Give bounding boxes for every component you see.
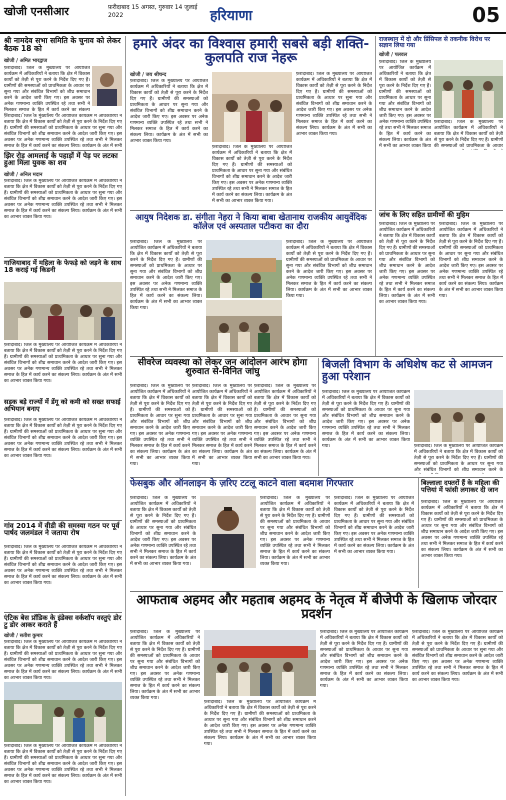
byline: खोजी / अनिल मदान [4,172,43,178]
article-body: फ़रीदाबाद। जिले के मुख्यालय पर आयोजित कार्यक्रम में अधिकारियों ने बताया कि क्षेत्र में विकास कार्यों को तेज़ी से पूरा करने के निर्देश दिए गए हैं। ग्रामीणों की समस्याओं को प्राथमिकता के आधार पर सुना गया और संबंधित विभागों को शीघ्र समाधान करने के आदेश जारी किए गए। इस अवसर पर अनेक गणमान्य व्यक्ति उपस्थित रहे तथा सभी ने मिलकर समाज के हित में कार्य करने का संकल्प लिया। कार्यक्रम के अंत में सभी का आभार व्यक्त किया गया। [4,179,122,220]
column-divider [318,358,319,476]
article-headline: राजस्थान में दो और प्रिंसिपल से तकनीक विरोध पर सज्ञान लिया गया [379,36,491,50]
byline: खोजी / पलवल [379,52,408,58]
event-photo [212,72,292,142]
article-body: फ़रीदाबाद। जिले के मुख्यालय पर आयोजित कार्यक्रम में अधिकारियों ने बताया कि क्षेत्र में विकास कार्यों को तेज़ी से पूरा करने के निर्देश दिए गए हैं। ग्रामीणों की समस्याओं को प्राथमिकता के आधार पर सुना गया और संबंधित विभागों को शीघ्र समाधान करने के आदेश जारी किए गए। इस अवसर पर अनेक गणमान्य व्यक्ति उपस्थित रहे तथा सभी ने मिलकर समाज के हित में कार्य करने का संकल्प लिया। कार्यक्रम के अंत में सभी का आभार व्यक्त किया गया। [204,700,316,747]
divider [130,210,372,211]
divider [130,591,503,592]
article-body: फ़रीदाबाद। जिले के मुख्यालय पर आयोजित कार्यक्रम में अधिकारियों ने बताया कि क्षेत्र में विकास कार्यों को तेज़ी से पूरा करने के निर्देश दिए गए हैं। ग्रामीणों की समस्याओं को प्राथमिकता के आधार पर सुना गया और संबंधित विभागों को शीघ्र समाधान करने के [414,444,503,473]
article-body: फ़रीदाबाद। जिले के मुख्यालय पर आयोजित कार्यक्रम में अधिकारियों ने बताया कि क्षेत्र में विकास कार्यों को तेज़ी से पूरा करने के निर्देश दिए गए हैं। ग्रामीणों की समस्याओं को प्राथमिकता के आधार पर सुना गया और संबंधित विभागों को शीघ्र समाधान करने के आदेश जारी किए गए। इस अवसर पर अनेक गणमान्य व्यक्ति उपस्थित रहे तथा सभी ने मिलकर समाज के हित में कार्य करने का संकल्प लिया। कार्यक्रम के अंत में सभी का आभार व्यक्त किया गया। [130,496,196,567]
accused-photo [200,496,256,568]
article-body: फ़रीदाबाद। जिले के मुख्यालय पर आयोजित कार्यक्रम में अधिकारियों ने बताया कि क्षेत्र में विकास कार्यों को तेज़ी से पूरा करने के निर्देश दिए गए हैं। ग्रामीणों की समस्याओं को प्राथमिकता के आधार पर सुना गया और संबंधित विभागों को शीघ्र समाधान करने के आदेश जारी किए गए। इस अवसर पर अनेक गणमान्य व्यक्ति उपस्थित रहे तथा सभी ने मिलकर समाज के हित में कार्य करने का संकल्प लिया। कार्यक्रम के अंत में सभी का आभार व्यक्त किया गया। [192,384,252,467]
bijli-headline: बिजली विभाग के अधिशेष कट से आमजन हुआ परेशान [322,358,493,383]
article-headline: सड़क बड़े राज्यों में डेंगू को कमी को सख्त सफाई अभियान बनाए [4,398,121,413]
article-body: फ़रीदाबाद। जिले के मुख्यालय पर आयोजित कार्यक्रम में अधिकारियों ने बताया कि क्षेत्र में विकास कार्यों को तेज़ी से पूरा करने के निर्देश दिए गए हैं। ग्रामीणों की समस्याओं को प्राथमिकता के आधार पर सुना गया और संबंधित विभागों को शीघ्र समाधान करने के आदेश जारी किए गए। इस अवसर पर अनेक गणमान्य व्यक्ति उपस्थित रहे तथा सभी ने मिलकर समाज के हित में कार्य करने का संकल्प लिया। कार्यक्रम के अंत में सभी का आभार व्यक्त किया गया। [4,640,122,680]
main-headline: हमारे अंदर का विश्वास हमारी सबसे बड़ी शक्ति-कुलपति राज नेहरू [132,36,370,67]
article-headline: जांच के लिए सहित ग्रामीणों की मुहिम [379,211,470,219]
column-divider [375,36,376,356]
article-body: फ़रीदाबाद। जिले के मुख्यालय पर आयोजित कार्यक्रम में अधिकारियों ने बताया कि क्षेत्र में विकास कार्यों को तेज़ी से पूरा करने के निर्देश दिए गए हैं। ग्रामीणों की समस्याओं को प्राथमिकता के आधार पर सुना गया और संबंधित विभागों को शीघ्र समाधान करने के आदेश जारी किए गए। इस अवसर पर अनेक गणमान्य व्यक्ति उपस्थित रहे तथा सभी ने मिलकर समाज के हित में कार्य करने का संकल्प लिया। कार्यक्रम के अंत में सभी का आभार व्यक्त किया गया। [439,222,503,299]
article-body: फ़रीदाबाद। जिले के मुख्यालय पर आयोजित कार्यक्रम में अधिकारियों ने बताया कि क्षेत्र में विकास कार्यों को तेज़ी से पूरा करने के निर्देश दिए गए हैं। ग्रामीणों की समस्याओं को प्राथमिकता के आधार [434,120,503,149]
article-headline: गाजियाबाद में महिला के फेफड़े को जड़ने के साथ 18 कराई गई किडनी [4,259,122,274]
article-body: फ़रीदाबाद। जिले के मुख्यालय पर आयोजित कार्यक्रम में अधिकारियों ने बताया कि क्षेत्र में विकास कार्यों को तेज़ी से पूरा करने के निर्देश दिए गए हैं। ग्रामीणों की समस्याओं को प्राथमिकता के आधार पर सुना गया और संबंधित विभागों को शीघ्र समाधान करने के आदेश जारी किए गए। इस अवसर पर अनेक गणमान्य व्यक्ति उपस्थित रहे तथा सभी ने मिलकर समाज के हित में कार्य करने का संकल्प लिया। कार्यक्रम के अंत में सभी का आभार व्यक्त किया गया। [379,222,435,305]
article-body: फ़रीदाबाद। जिले के मुख्यालय पर आयोजित कार्यक्रम में अधिकारियों ने बताया कि क्षेत्र में विकास कार्यों को तेज़ी से पूरा करने के निर्देश दिए गए हैं। ग्रामीणों की समस्याओं को प्राथमिकता के आधार पर सुना गया और संबंधित विभागों को शीघ्र समाधान करने के आदेश जारी किए गए। इस अवसर पर अनेक गणमान्य व्यक्ति उपस्थित रहे तथा सभी ने मिलकर समाज के हित में कार्य करने का संकल्प लिया। कार्यक्रम के अंत में सभी का आभार व्यक्त किया गया। [4,418,122,459]
divider [4,520,122,521]
portrait-photo [92,66,122,106]
article-body: फ़रीदाबाद। जिले के मुख्यालय पर आयोजित कार्यक्रम में अधिकारियों ने बताया कि क्षेत्र में विकास कार्यों को तेज़ी से पूरा करने के निर्देश दिए गए हैं। ग्रामीणों की समस्याओं को प्राथमिकता के आधार पर सुना गया और संबंधित विभागों को शीघ्र समाधान करने के आदेश जारी किए गए। इस अवसर पर अनेक गणमान्य व्यक्ति उपस्थित रहे तथा सभी ने मिलकर समाज के हित में कार्य करने का संकल्प लिया। कार्यक्रम के अंत में सभी का आभार व्यक्त किया गया। [130,630,200,701]
article-body: फ़रीदाबाद। जिले के मुख्यालय पर आयोजित कार्यक्रम में अधिकारियों ने बताया कि क्षेत्र में विकास कार्यों को तेज़ी से पूरा करने के निर्देश दिए गए हैं। ग्रामीणों की समस्याओं को प्राथमिकता के आधार पर सुना गया और संबंधित विभागों को शीघ्र समाधान करने के आदेश जारी किए गए। इस अवसर पर अनेक गणमान्य व्यक्ति उपस्थित रहे तथा सभी ने मिलकर समाज के हित में कार्य करने का संकल्प लिया। कार्यक्रम के अंत में सभी का आभार व्यक्त किया गया। [322,390,410,449]
electricity-photo [414,390,503,442]
article-body: फ़रीदाबाद। जिले के मुख्यालय पर आयोजित कार्यक्रम में अधिकारियों ने बताया कि क्षेत्र में विकास कार्यों को तेज़ी से पूरा करने के निर्देश दिए गए हैं। ग्रामीणों की समस्याओं को प्राथमिकता के आधार पर सुना गया और संबंधित विभागों को शीघ्र समाधान करने के आदेश जारी किए गए। इस अवसर पर अनेक गणमान्य व्यक्ति उपस्थित रहे तथा सभी ने मिलकर समाज के हित में कार्य करने का संकल्प लिया। कार्यक्रम के अंत में सभी का आभार व्यक्त किया गया। [286,240,372,299]
byline: खोजी / अमित भारद्वाज [4,58,48,64]
byline: खोजी / सतीश कुमार [4,633,43,639]
event-photo [434,60,503,118]
article-body: फ़रीदाबाद। जिले के मुख्यालय पर आयोजित कार्यक्रम में अधिकारियों ने बताया कि क्षेत्र में विकास कार्यों को तेज़ी से पूरा करने के निर्देश दिए गए हैं। ग्रामीणों की समस्याओं को प्राथमिकता के आधार पर सुना गया और संबंधित विभागों को शीघ्र समाधान करने के आदेश जारी किए गए। इस अवसर पर अनेक गणमान्य व्यक्ति उपस्थित रहे तथा सभी ने मिलकर समाज के हित में कार्य करने का संकल्प लिया। कार्यक्रम के अंत में सभी का आभार व्यक्त किया गया। [130,384,190,467]
article-body: फ़रीदाबाद। जिले के मुख्यालय पर आयोजित कार्यक्रम में अधिकारियों ने बताया कि क्षेत्र में विकास कार्यों को तेज़ी से पूरा करने के निर्देश दिए गए हैं। ग्रामीणों की समस्याओं को प्राथमिकता के आधार पर सुना गया और संबंधित विभागों को शीघ्र समाधान करने के आदेश जारी किए गए। इस अवसर पर अनेक गणमान्य व्यक्ति उपस्थित रहे तथा सभी ने मिलकर समाज के हित में कार्य करने का संकल्प लिया। कार्यक्रम के अंत में सभी का आभार व्यक्त किया गया। [4,343,122,384]
ayush-headline: आयुष निदेशक डा. संगीता नेहरा ने किया बाबा खेतानाथ राजकीय आयुर्वेदिक कॉलेज एवं अस्पताल पटीकरा का दौरा [135,212,367,231]
masthead [0,0,506,34]
date-line: फ़रीदाबाद 15 अगस्त, गुरुवार 14 जुलाई 2022 [108,4,198,19]
article-body: फ़रीदाबाद। जिले के मुख्यालय पर आयोजित कार्यक्रम में अधिकारियों ने बताया कि क्षेत्र में विकास कार्यों को तेज़ी से पूरा करने के निर्देश दिए गए हैं। ग्रामीणों की समस्याओं को प्राथमिकता के आधार पर सुना गया और संबंधित विभागों को शीघ्र समाधान करने के आदेश जारी किए गए। इस अवसर पर अनेक गणमान्य व्यक्ति उपस्थित रहे तथा सभी ने मिलकर समाज के हित में कार्य करने का संकल्प लिया। कार्यक्रम के अंत में सभी का आभार व्यक्त किया गया। [130,79,208,144]
divider [4,150,122,151]
article-headline: बिल्लाला दफ्तरों हैं के महिला की पत्तियां में फांसी लगाकर दी जान [421,479,500,494]
article-body: फ़रीदाबाद। जिले के मुख्यालय पर आयोजित कार्यक्रम में अधिकारियों ने बताया कि क्षेत्र में विकास कार्यों को तेज़ी से पूरा करने के निर्देश दिए गए हैं। ग्रामीणों की समस्याओं को प्राथमिकता के आधार पर सुना गया और संबंधित विभागों को शीघ्र समाधान करने के आदेश जारी किए गए। इस अवसर पर अनेक गणमान्य व्यक्ति उपस्थित रहे तथा सभी ने मिलकर समाज के हित में कार्य करने का संकल्प लिया। कार्यक्रम के अंत में सभी का आभार व्यक्त किया गया। [254,384,316,461]
byline: खोजी / जय श्रीचन्द [130,72,167,78]
article-body: फ़रीदाबाद। जिले के मुख्यालय पर आयोजित कार्यक्रम में अधिकारियों ने बताया कि क्षेत्र में विकास कार्यों को तेज़ी से पूरा करने के निर्देश दिए गए हैं। ग्रामीणों की समस्याओं को प्राथमिकता के आधार पर सुना गया और संबंधित विभागों को शीघ्र समाधान करने के आदेश जारी किए गए। इस अवसर पर अनेक गणमान्य व्यक्ति उपस्थित रहे तथा सभी ने मिलकर समाज के हित में कार्य करने का संकल्प लिया। कार्यक्रम के अंत में सभी का आभार व्यक्त किया गया। [4,545,122,586]
article-body: फ़रीदाबाद। जिले के मुख्यालय पर आयोजित कार्यक्रम में अधिकारियों ने बताया कि क्षेत्र में विकास कार्यों को तेज़ी से पूरा करने के निर्देश दिए गए हैं। ग्रामीणों की समस्याओं को प्राथमिकता के आधार पर सुना गया और संबंधित विभागों को शीघ्र समाधान करने के आदेश जारी किए गए। इस अवसर पर अनेक गणमान्य व्यक्ति उपस्थित रहे तथा सभी ने मिलकर समाज के हित में कार्य करने का संकल्प लिया। कार्यक्रम के अंत में सभी का आभार व्यक्त किया [379,60,431,149]
bottom-headline: आफताब अहमद और महताब अहमद के नेतृत्व में बीजेपी के खिलाफ जोरदार प्रदर्शन [136,593,497,622]
article-headline: एंटिक बेस प्रॉडिक के इंडेक्स वर्कशॉप वस्तुएं डोर टु डोर आकर कराते हैं [4,614,122,630]
college-photo [206,300,282,352]
article-headline: श्री नामदेव सभा समिति के चुनाव को लेकर बैठक 18 को [4,36,121,53]
fb-headline: फेसबुक और ऑनलाइन के ज़रिए टटलू काटने वाला बदमाश गिरफ्तार [130,479,354,489]
college-photo [206,240,282,298]
news-photo [4,282,122,340]
article-body: फ़रीदाबाद। जिले के मुख्यालय पर आयोजित कार्यक्रम में अधिकारियों ने बताया कि क्षेत्र में विकास कार्यों को तेज़ी से पूरा करने के निर्देश दिए गए हैं। ग्रामीणों की समस्याओं को प्राथमिकता के आधार पर सुना गया और संबंधित विभागों को शीघ्र समाधान करने के आदेश जारी किए गए। इस अवसर पर अनेक गणमान्य व्यक्ति उपस्थित रहे तथा सभी ने मिलकर समाज के हित में कार्य करने का संकल्प [4,66,90,113]
article-body: फ़रीदाबाद। जिले के मुख्यालय पर आयोजित कार्यक्रम में अधिकारियों ने बताया कि क्षेत्र में विकास कार्यों को तेज़ी से पूरा करने के निर्देश दिए गए हैं। ग्रामीणों की समस्याओं को प्राथमिकता के आधार पर सुना गया और संबंधित विभागों को शीघ्र समाधान करने के आदेश जारी किए गए। इस अवसर पर अनेक गणमान्य व्यक्ति उपस्थित रहे तथा सभी ने मिलकर समाज के हित में कार्य करने का संकल्प लिया। कार्यक्रम के अंत में सभी का आभार व्यक्त किया गया। [4,744,122,785]
article-body: फ़रीदाबाद। जिले के मुख्यालय पर आयोजित कार्यक्रम में अधिकारियों ने बताया कि क्षेत्र में विकास कार्यों को तेज़ी से पूरा करने के निर्देश दिए गए हैं। ग्रामीणों की समस्याओं को प्राथमिकता के आधार पर सुना गया और संबंधित विभागों को शीघ्र समाधान करने के आदेश जारी किए गए। इस अवसर पर अनेक गणमान्य व्यक्ति उपस्थित रहे तथा सभी ने मिलकर समाज के हित में कार्य करने का संकल्प लिया। कार्यक्रम के अंत में सभी का आभार व्यक्त किया गया। [320,630,408,689]
article-body: फ़रीदाबाद। जिले के मुख्यालय पर आयोजित कार्यक्रम में अधिकारियों ने बताया कि क्षेत्र में विकास कार्यों को तेज़ी से पूरा करने के निर्देश दिए गए हैं। ग्रामीणों की समस्याओं को प्राथमिकता के आधार पर सुना गया और संबंधित विभागों को शीघ्र समाधान करने के आदेश जारी किए गए। इस अवसर पर अनेक गणमान्य व्यक्ति उपस्थित रहे तथा सभी ने मिलकर समाज के हित में कार्य करने का संकल्प लिया। कार्यक्रम के अंत में सभी का आभार व्यक्त किया गया। [412,630,503,683]
paper-name: खोजी एनसीआर [4,5,69,18]
sewer-headline: सीवरेज व्यवस्था को लेकर जन आंदोलन आरंभ होगा शुरुवात से-विनित जांघु [137,358,308,378]
article-body: फ़रीदाबाद। जिले के मुख्यालय पर आयोजित कार्यक्रम में अधिकारियों ने बताया कि क्षेत्र में विकास कार्यों को तेज़ी से पूरा करने के निर्देश दिए गए हैं। ग्रामीणों की समस्याओं को प्राथमिकता के आधार पर सुना गया और संबंधित विभागों को शीघ्र समाधान करने के आदेश जारी किए गए। इस अवसर पर अनेक गणमान्य व्यक्ति उपस्थित रहे तथा सभी ने मिलकर समाज के हित में कार्य करने का संकल्प लिया। कार्यक्रम के अंत में सभी का आभार व्यक्त किया गया। [130,240,202,311]
divider [4,257,122,258]
divider [130,356,503,357]
article-body: फ़रीदाबाद। जिले के मुख्यालय पर आयोजित कार्यक्रम में अधिकारियों ने बताया कि क्षेत्र में विकास कार्यों को तेज़ी से पूरा करने के निर्देश दिए गए हैं। ग्रामीणों की समस्याओं को प्राथमिकता के आधार पर सुना गया और संबंधित विभागों को शीघ्र समाधान करने के आदेश जारी किए गए। इस अवसर पर अनेक गणमान्य व्यक्ति उपस्थित रहे तथा सभी ने मिलकर समाज के हित में कार्य करने का संकल्प लिया। कार्यक्रम के अंत में सभी का आभार व्यक्त किया गया। [334,496,414,555]
article-headline: गांव 2014 में वीडी की समस्या गठन पर पूर्व पार्षद जलमंडल ने जताया रोष [4,522,120,538]
article-body: फ़रीदाबाद। जिले के मुख्यालय पर आयोजित कार्यक्रम में अधिकारियों ने बताया कि क्षेत्र में विकास कार्यों को तेज़ी से पूरा करने के निर्देश दिए गए हैं। ग्रामीणों की समस्याओं को प्राथमिकता के आधार पर सुना गया और संबंधित विभागों को शीघ्र समाधान करने के आदेश जारी किए गए। इस अवसर पर अनेक गणमान्य व्यक्ति उपस्थित रहे तथा सभी ने मिलकर समाज के हित में कार्य करने का संकल्प लिया। कार्यक्रम के अंत में सभी [4,114,122,149]
column-divider [125,36,126,796]
article-body: फ़रीदाबाद। जिले के मुख्यालय पर आयोजित कार्यक्रम में अधिकारियों ने बताया कि क्षेत्र में विकास कार्यों को तेज़ी से पूरा करने के निर्देश दिए गए हैं। ग्रामीणों की समस्याओं को प्राथमिकता के आधार पर सुना गया और संबंधित विभागों को शीघ्र समाधान करने के आदेश जारी किए गए। इस अवसर पर अनेक गणमान्य व्यक्ति उपस्थित रहे तथा सभी ने मिलकर समाज के हित में कार्य करने का संकल्प लिया। कार्यक्रम के अंत में सभी का आभार व्यक्त किया गया। [296,72,372,137]
page-number: 05 [472,3,500,27]
article-headline: झिर रोड़ आमलाई के पहाड़ों में पेड़ पर लटका हुआ मिला युवक का शव [4,152,118,168]
section-title: हरियाणा [210,8,253,24]
column-divider [418,478,419,588]
news-photo [4,682,122,742]
protest-photo [204,630,316,696]
article-body: फ़रीदाबाद। जिले के मुख्यालय पर आयोजित कार्यक्रम में अधिकारियों ने बताया कि क्षेत्र में विकास कार्यों को तेज़ी से पूरा करने के निर्देश दिए गए हैं। ग्रामीणों की समस्याओं को प्राथमिकता के आधार पर सुना गया और संबंधित विभागों को शीघ्र समाधान करने के आदेश जारी किए गए। इस अवसर पर अनेक गणमान्य व्यक्ति उपस्थित रहे तथा सभी ने मिलकर समाज के हित में कार्य करने का संकल्प लिया। कार्यक्रम के अंत में सभी का आभार व्यक्त किया गया। [212,145,292,204]
article-body: फ़रीदाबाद। जिले के मुख्यालय पर आयोजित कार्यक्रम में अधिकारियों ने बताया कि क्षेत्र में विकास कार्यों को तेज़ी से पूरा करने के निर्देश दिए गए हैं। ग्रामीणों की समस्याओं को प्राथमिकता के आधार पर सुना गया और संबंधित विभागों को शीघ्र समाधान करने के आदेश जारी किए गए। इस अवसर पर अनेक गणमान्य व्यक्ति उपस्थित रहे तथा सभी ने मिलकर समाज के हित में कार्य करने का संकल्प लिया। कार्यक्रम के अंत में सभी का आभार व्यक्त किया गया। [421,500,503,559]
article-body: फ़रीदाबाद। जिले के मुख्यालय पर आयोजित कार्यक्रम में अधिकारियों ने बताया कि क्षेत्र में विकास कार्यों को तेज़ी से पूरा करने के निर्देश दिए गए हैं। ग्रामीणों की समस्याओं को प्राथमिकता के आधार पर सुना गया और संबंधित विभागों को शीघ्र समाधान करने के आदेश जारी किए गए। इस अवसर पर अनेक गणमान्य व्यक्ति उपस्थित रहे तथा सभी ने मिलकर समाज के हित में कार्य करने का संकल्प लिया। कार्यक्रम के अंत में सभी का आभार व्यक्त किया गया। [260,496,330,567]
divider [4,612,122,613]
divider [130,477,503,478]
